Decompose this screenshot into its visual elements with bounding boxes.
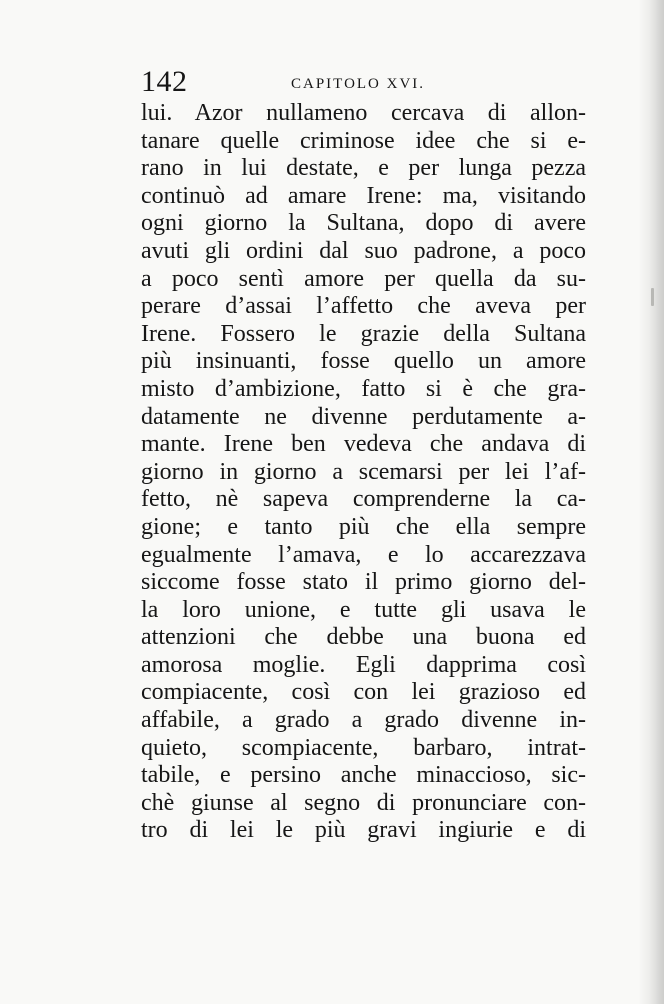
text-line: la loro unione, e tutte gli usava le [141, 596, 586, 623]
text-line: chè giunse al segno di pronunciare con- [141, 789, 586, 816]
chapter-title: CAPITOLO XVI. [291, 76, 426, 92]
text-line: Irene. Fossero le grazie della Sultana [141, 320, 586, 347]
running-header [141, 66, 586, 100]
text-line: compiacente, così con lei grazioso ed [141, 679, 586, 706]
text-line: mante. Irene ben vedeva che andava di [141, 431, 586, 458]
page-edge-mark [651, 288, 654, 306]
text-line: misto d’ambizione, fatto si è che gra- [141, 375, 586, 402]
text-line: a poco sentì amore per quella da su- [141, 265, 586, 292]
text-line: quieto, scompiacente, barbaro, intrat- [141, 734, 586, 761]
text-line: tanare quelle criminose idee che si e- [141, 127, 586, 154]
text-line: tabile, e persino anche minaccioso, sic- [141, 762, 586, 789]
text-line: perare d’assai l’affetto che aveva per [141, 293, 586, 320]
page-edge-shadow [638, 0, 664, 1004]
text-line: giorno in giorno a scemarsi per lei l’af- [141, 458, 586, 485]
text-line: gione; e tanto più che ella sempre [141, 513, 586, 540]
text-line: affabile, a grado a grado divenne in- [141, 707, 586, 734]
text-line: ogni giorno la Sultana, dopo di avere [141, 210, 586, 237]
text-line: continuò ad amare Irene: ma, visitando [141, 182, 586, 209]
text-line: datamente ne divenne perdutamente a- [141, 403, 586, 430]
text-line: tro di lei le più gravi ingiurie e di [141, 817, 586, 844]
text-line: lui. Azor nullameno cercava di allon- [141, 100, 586, 126]
text-line: più insinuanti, fosse quello un amore [141, 348, 586, 375]
text-line: egualmente l’amava, e lo accarezzava [141, 541, 586, 568]
text-line: avuti gli ordini dal suo padrone, a poco [141, 237, 586, 264]
text-line: rano in lui destate, e per lunga pezza [141, 155, 586, 182]
text-line: fetto, nè sapeva comprenderne la ca- [141, 486, 586, 513]
text-line: amorosa moglie. Egli dapprima così [141, 651, 586, 678]
body-text [141, 100, 586, 845]
page-number: 142 [141, 65, 188, 98]
text-line: siccome fosse stato il primo giorno del- [141, 569, 586, 596]
text-line: attenzioni che debbe una buona ed [141, 624, 586, 651]
